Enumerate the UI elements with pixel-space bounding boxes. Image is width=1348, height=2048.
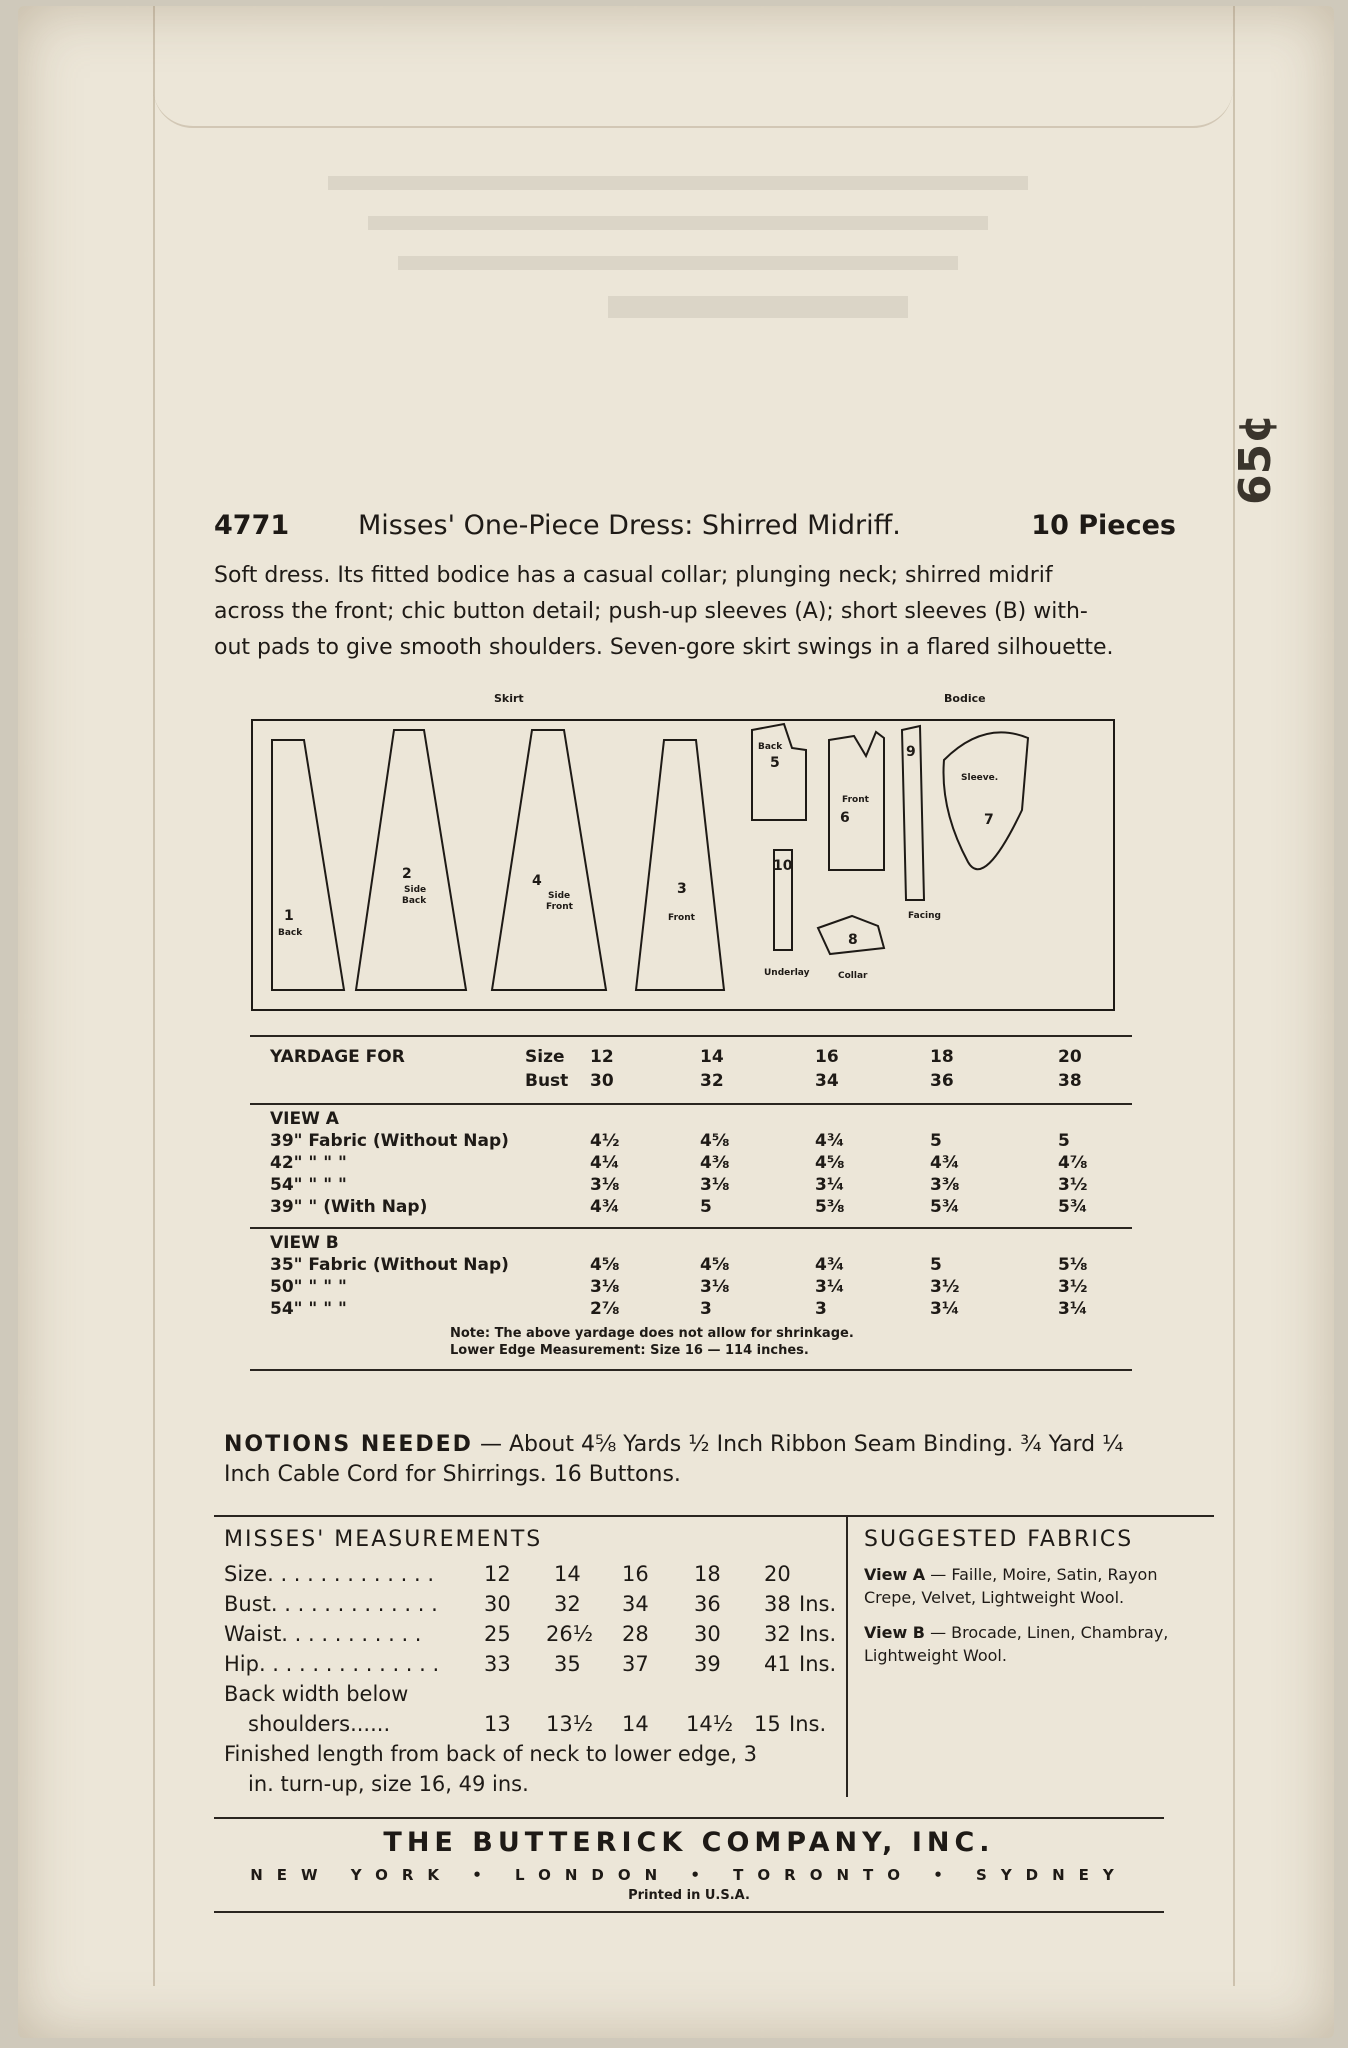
piece-name: Collar: [838, 971, 868, 981]
finished-length-text: Finished length from back of neck to lower edge, 3: [224, 1742, 758, 1766]
yardage-value: 4⅞: [1058, 1153, 1088, 1173]
yardage-row: [250, 1153, 1132, 1175]
piece-name: Side: [548, 891, 571, 901]
piece-name: Back: [758, 742, 783, 752]
table-rule: [250, 1369, 1132, 1371]
piece-name: Facing: [908, 911, 941, 921]
price-label: 65¢: [1230, 413, 1281, 505]
measurement-value: 13½: [546, 1712, 594, 1736]
pattern-header: [214, 510, 1176, 550]
view-b-fabric-list: — Brocade, Linen, Chambray, Lightweight Wool.: [864, 1623, 1169, 1665]
piece-name: Front: [546, 902, 573, 912]
measurement-row: [224, 1562, 844, 1592]
yardage-row: [250, 1299, 1132, 1321]
size-label: Size: [525, 1047, 565, 1067]
table-rule: [250, 1035, 1132, 1037]
yardage-value: 4⅜: [700, 1153, 730, 1173]
bust-value: 34: [815, 1071, 839, 1091]
measurement-value: 32: [554, 1592, 581, 1616]
skirt-group-label: Skirt: [494, 692, 524, 705]
yardage-row: [250, 1175, 1132, 1197]
yardage-value: 3½: [1058, 1277, 1088, 1297]
notions-title: NOTIONS NEEDED: [224, 1432, 473, 1457]
yardage-notes: [450, 1325, 1132, 1359]
measurement-value: 20: [764, 1562, 791, 1586]
piece-name: Underlay: [764, 968, 810, 978]
company-cities: NEW YORK • LONDON • TORONTO • SYDNEY: [250, 1866, 1128, 1884]
size-value: 14: [700, 1047, 724, 1067]
fabric-width-label: 42" " " ": [270, 1153, 347, 1173]
footer-rule: [214, 1817, 1164, 1819]
bust-label: Bust: [525, 1071, 569, 1091]
piece-7-sleeve-outline: [944, 732, 1029, 869]
yardage-value: 3: [700, 1299, 712, 1319]
measurement-row: [224, 1592, 844, 1622]
piece-number: 4: [532, 873, 542, 889]
measurement-value: 32: [764, 1622, 791, 1646]
measurement-value: 37: [622, 1652, 649, 1676]
measurements-title: MISSES' MEASUREMENTS: [224, 1527, 543, 1552]
envelope-fold-right: [1233, 6, 1235, 1986]
measurement-label: shoulders......: [248, 1712, 391, 1736]
bodice-group-label: Bodice: [944, 692, 986, 705]
yardage-value: 3⅜: [930, 1175, 960, 1195]
fabric-width-label: 39" " (With Nap): [270, 1197, 428, 1217]
footer-rule: [214, 1911, 1164, 1913]
measurement-row: [224, 1712, 844, 1742]
fabric-width-label: 50" " " ": [270, 1277, 347, 1297]
measurement-label: Back width below: [224, 1682, 409, 1706]
description-line: Soft dress. Its fitted bodice has a casual collar; plunging neck; shirred midrif: [214, 563, 1053, 588]
view-a-label: View A: [864, 1565, 926, 1584]
yardage-value: 5¾: [1058, 1197, 1088, 1217]
notions-section: [224, 1430, 1164, 1490]
table-rule: [250, 1227, 1132, 1229]
yardage-value: 4⅝: [700, 1131, 730, 1151]
size-value: 20: [1058, 1047, 1082, 1067]
yardage-row: [250, 1255, 1132, 1277]
view-b-label: View B: [864, 1623, 925, 1642]
yardage-value: 4⅝: [590, 1255, 620, 1275]
yardage-value: 4⅝: [700, 1255, 730, 1275]
section-rule: [214, 1515, 1214, 1517]
measurement-row: [224, 1652, 844, 1682]
yardage-value: 5: [700, 1197, 712, 1217]
size-value: 16: [815, 1047, 839, 1067]
yardage-value: 3½: [1058, 1175, 1088, 1195]
piece-1-back-outline: [272, 740, 344, 990]
measurement-value: 33: [484, 1652, 511, 1676]
yardage-row: [250, 1197, 1132, 1219]
view-b-fabrics: [864, 1621, 1174, 1667]
suggested-fabrics-section: [864, 1520, 1174, 1679]
measurement-value: 12: [484, 1562, 511, 1586]
bust-value: 30: [590, 1071, 614, 1091]
measurement-value: 35: [554, 1652, 581, 1676]
fabric-width-label: 54" " " ": [270, 1175, 347, 1195]
yardage-value: 3½: [930, 1277, 960, 1297]
measurement-value: 14: [554, 1562, 581, 1586]
envelope-top-flap: [153, 6, 1233, 128]
measurement-label: Size. . . . . . . . . . . . .: [224, 1562, 434, 1586]
column-divider: [846, 1515, 848, 1797]
yardage-value: 4¼: [590, 1153, 620, 1173]
description-line: across the front; chic button detail; push-up sleeves (A); short sleeves (B) with-: [214, 599, 1088, 624]
yardage-value: 3⅛: [590, 1175, 620, 1195]
yardage-table: [250, 1035, 1132, 1371]
measurement-row: [224, 1622, 844, 1652]
yardage-value: 4¾: [815, 1131, 845, 1151]
piece-number: 9: [906, 744, 916, 760]
pattern-piece-count: 10 Pieces: [1031, 510, 1176, 541]
yardage-value: 4¾: [930, 1153, 960, 1173]
yardage-row: [250, 1277, 1132, 1299]
piece-number: 3: [677, 881, 687, 897]
yardage-value: 5⅛: [1058, 1255, 1088, 1275]
measurement-row: [224, 1772, 844, 1802]
measurement-value: 16: [622, 1562, 649, 1586]
bust-value: 32: [700, 1071, 724, 1091]
piece-number: 8: [848, 932, 858, 948]
piece-number: 6: [840, 810, 850, 826]
measurement-value: 36: [694, 1592, 721, 1616]
yardage-value: 5: [1058, 1131, 1070, 1151]
measurement-value: 34: [622, 1592, 649, 1616]
yardage-value: 3⅛: [700, 1175, 730, 1195]
piece-name: Front: [668, 913, 695, 923]
show-through-ghost-text: [288, 156, 1068, 336]
finished-length-text: in. turn-up, size 16, 49 ins.: [248, 1772, 529, 1796]
piece-2-side-back-outline: [356, 730, 466, 990]
measurement-value: 14½: [686, 1712, 734, 1736]
pattern-title: Misses' One-Piece Dress: Shirred Midriff.: [358, 510, 901, 541]
yardage-value: 4⅝: [815, 1153, 845, 1173]
fabric-width-label: 39" Fabric (Without Nap): [270, 1131, 509, 1151]
envelope-fold-left: [153, 6, 155, 1986]
piece-name: Back: [278, 928, 303, 938]
company-footer: [214, 1817, 1164, 1913]
measurement-value: 13: [484, 1712, 511, 1736]
yardage-value: 4½: [590, 1131, 620, 1151]
measurement-row: [224, 1742, 844, 1772]
measurement-row: [224, 1682, 844, 1712]
view-a-fabric-list: — Faille, Moire, Satin, Rayon Crepe, Velvet, Lightweight Wool.: [864, 1565, 1158, 1607]
yardage-value: 3⅛: [590, 1277, 620, 1297]
measurement-value: 26½: [546, 1622, 594, 1646]
bust-value: 38: [1058, 1071, 1082, 1091]
pattern-number: 4771: [214, 510, 290, 541]
piece-number: 7: [984, 812, 994, 828]
measurements-section: [224, 1515, 844, 1802]
yardage-row: [250, 1131, 1132, 1153]
yardage-value: 3⅛: [700, 1277, 730, 1297]
yardage-title: YARDAGE FOR: [270, 1047, 405, 1067]
yardage-value: 5⅜: [815, 1197, 845, 1217]
measurement-unit: Ins.: [799, 1592, 837, 1616]
measurement-label: Bust. . . . . . . . . . . . .: [224, 1592, 438, 1616]
notions-text: — About 4⅝ Yards ½ Inch Ribbon Seam Binding. ¾ Yard ¼ Inch Cable Cord for Shirrings. 16 Buttons.: [224, 1432, 1124, 1487]
description-line: out pads to give smooth shoulders. Seven-gore skirt swings in a flared silhouette.: [214, 635, 1114, 660]
company-name: THE BUTTERICK COMPANY, INC.: [383, 1827, 995, 1858]
piece-name: Sleeve.: [961, 773, 999, 783]
yardage-value: 3: [815, 1299, 827, 1319]
view-a-fabrics: [864, 1563, 1174, 1609]
printed-in: Printed in U.S.A.: [628, 1888, 750, 1903]
bust-value: 36: [930, 1071, 954, 1091]
view-heading: [250, 1109, 1132, 1131]
piece-number: 10: [773, 858, 793, 874]
yardage-value: 3¼: [815, 1175, 845, 1195]
piece-5-back-bodice-outline: [752, 724, 806, 820]
piece-name: Side: [404, 885, 427, 895]
piece-4-side-front-outline: [492, 730, 606, 990]
piece-name: Front: [842, 795, 869, 805]
yardage-bust-row: [250, 1071, 1132, 1097]
measurement-value: 25: [484, 1622, 511, 1646]
measurement-value: 30: [484, 1592, 511, 1616]
measurement-value: 15: [754, 1712, 781, 1736]
shrinkage-note: Note: The above yardage does not allow for shrinkage.: [450, 1326, 854, 1341]
measurement-value: 41: [764, 1652, 791, 1676]
yardage-value: 4¾: [590, 1197, 620, 1217]
measurement-value: 38: [764, 1592, 791, 1616]
yardage-value: 2⅞: [590, 1299, 620, 1319]
piece-number: 1: [284, 908, 294, 924]
measurement-unit: Ins.: [799, 1622, 837, 1646]
yardage-value: 5: [930, 1255, 942, 1275]
fabrics-title: SUGGESTED FABRICS: [864, 1527, 1134, 1552]
piece-number: 5: [770, 755, 780, 771]
view-b-heading: VIEW B: [270, 1233, 339, 1253]
table-rule: [250, 1103, 1132, 1105]
yardage-value: 3¼: [930, 1299, 960, 1319]
size-value: 12: [590, 1047, 614, 1067]
yardage-value: 4¾: [815, 1255, 845, 1275]
diagram-frame: [252, 720, 1114, 1010]
view-heading: [250, 1233, 1132, 1255]
size-value: 18: [930, 1047, 954, 1067]
piece-3-front-outline: [636, 740, 724, 990]
yardage-value: 5: [930, 1131, 942, 1151]
measurement-unit: Ins.: [799, 1652, 837, 1676]
lower-edge-note: Lower Edge Measurement: Size 16 — 114 inches.: [450, 1343, 809, 1358]
measurement-value: 18: [694, 1562, 721, 1586]
view-a-heading: VIEW A: [270, 1109, 339, 1129]
fabric-width-label: 35" Fabric (Without Nap): [270, 1255, 509, 1275]
pattern-description: [214, 558, 1164, 666]
pattern-pieces-diagram: [244, 690, 1124, 1020]
yardage-value: 5¾: [930, 1197, 960, 1217]
yardage-value: 3¼: [1058, 1299, 1088, 1319]
measurement-unit: Ins.: [789, 1712, 827, 1736]
fabric-width-label: 54" " " ": [270, 1299, 347, 1319]
measurement-value: 28: [622, 1622, 649, 1646]
measurement-value: 39: [694, 1652, 721, 1676]
yardage-size-row: [250, 1047, 1132, 1071]
measurement-label: Waist. . . . . . . . . . .: [224, 1622, 422, 1646]
measurement-value: 30: [694, 1622, 721, 1646]
measurement-label: Hip. . . . . . . . . . . . . .: [224, 1652, 440, 1676]
yardage-value: 3¼: [815, 1277, 845, 1297]
piece-name: Back: [402, 896, 427, 906]
piece-number: 2: [402, 866, 412, 882]
measurement-value: 14: [622, 1712, 649, 1736]
